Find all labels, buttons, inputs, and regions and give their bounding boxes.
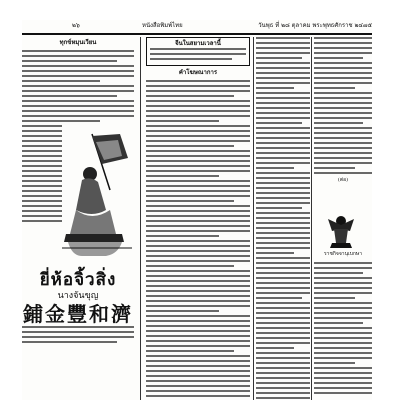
article-text-block — [146, 80, 250, 400]
newspaper-page — [22, 20, 372, 400]
ad-brand-thai: ยี่ห้อจิ้วสิ่ง — [39, 270, 117, 290]
garuda-emblem — [326, 213, 356, 249]
date-line: วันพุธ ที่ ๒๘ ตุลาคม พระพุทธศักราช ๒๔๗๕ — [258, 22, 372, 29]
column-divider — [253, 37, 254, 400]
article-text-block — [314, 37, 372, 174]
article-text-block — [314, 262, 372, 394]
page-number: ๒๖ — [72, 22, 80, 29]
column-divider — [140, 37, 141, 400]
emblem-caption: ราชกิจจานุเบกษา — [323, 251, 362, 257]
column-2-heading: คำโฆษณาการ — [178, 69, 218, 76]
article-text-block — [22, 125, 62, 222]
boxed-notice-title: จีนในสยามเวลานี้ — [175, 40, 221, 47]
ad-text-block — [22, 326, 134, 343]
article-text-block — [22, 50, 134, 122]
column-3 — [256, 37, 310, 400]
column-1-heading: ทุกข์หมุนเวียน — [59, 39, 97, 46]
column-divider — [311, 37, 312, 400]
page-header — [22, 20, 372, 32]
advertisement — [22, 270, 134, 346]
continued-note: (ต่อ) — [337, 177, 349, 183]
boxed-notice — [146, 37, 250, 66]
column-2 — [146, 37, 250, 400]
header-rule — [22, 33, 372, 35]
paper-name: หนังสือพิมพ์ไทย — [142, 22, 183, 29]
column-4-lower — [314, 262, 372, 400]
article-text-block — [256, 37, 310, 400]
woman-sitting-with-flag-illustration — [62, 130, 132, 260]
ad-subtitle-thai: นางจันขุญ — [57, 291, 99, 301]
ad-brand-chinese: 鋪金豐和濟 — [23, 302, 133, 326]
